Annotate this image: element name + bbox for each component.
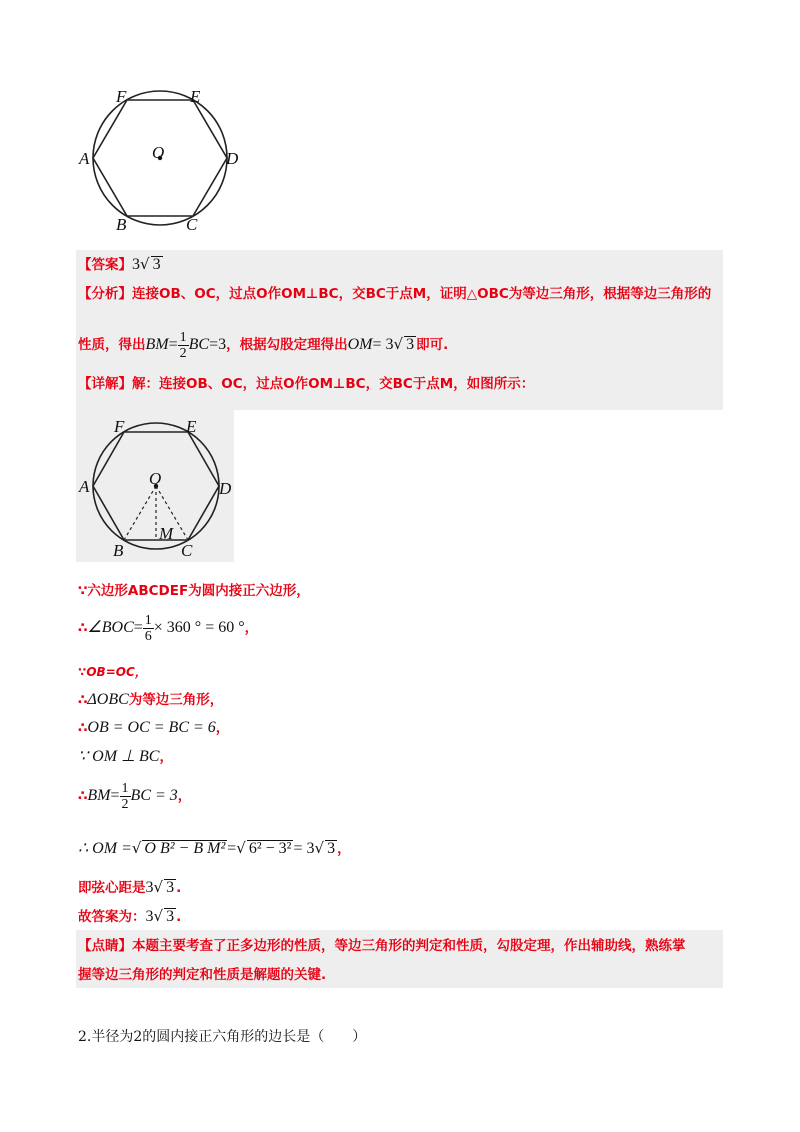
step-7: ∴BM= $\frac{1}{2}$ BC = 3， bbox=[78, 780, 192, 812]
comment-tag: 【点睛】 bbox=[78, 938, 132, 954]
detail-tag: 【详解】 bbox=[78, 376, 132, 392]
step-6: ∵ OM ⊥ BC， bbox=[78, 748, 173, 765]
label-O: O bbox=[152, 143, 165, 162]
step-4: ∴ΔOBC为等边三角形， bbox=[78, 691, 224, 708]
label-D: D bbox=[219, 479, 232, 498]
label-C: C bbox=[186, 215, 198, 234]
label-D: D bbox=[226, 149, 239, 168]
step-9: 即弦心距是3√ 3 . bbox=[78, 878, 182, 896]
step-8: ∴ OM =√ O B² − B M² =√ 6² − 3² = 3√ 3 ， bbox=[78, 839, 351, 857]
label-A: A bbox=[79, 477, 90, 496]
label-O: O bbox=[149, 469, 162, 488]
label-M: M bbox=[159, 524, 174, 543]
analysis-line-1: 【分析】连接OB、OC，过点O作OM⊥BC，交BC于点M，证明△OBC为等边三角形，根据等边三角形的 bbox=[78, 286, 712, 302]
question-2: 2.半径为2的圆内接正六角形的边长是（ ） bbox=[78, 1029, 367, 1045]
analysis-line-2: 性质，得出BM= $\frac{1}{2}$ BC=3，根据勾股定理得出OM= 3√ 3 即可. bbox=[78, 329, 449, 361]
label-E: E bbox=[186, 417, 197, 436]
comment-line-1: 【点睛】本题主要考查了正多边形的性质，等边三角形的判定和性质，勾股定理，作出辅助线，熟练掌 bbox=[78, 938, 686, 954]
step-1: ∵六边形ABCDEF为圆内接正六边形， bbox=[78, 583, 310, 599]
hexagon-figure-1 bbox=[76, 86, 246, 236]
step-2: ∴∠BOC= $\frac{1}{6}$ × 360 ° = 60 °， bbox=[78, 612, 259, 644]
label-F: F bbox=[114, 417, 125, 436]
label-A: A bbox=[79, 149, 90, 168]
comment-line-2: 握等边三角形的判定和性质是解题的关键. bbox=[78, 967, 327, 983]
answer-tag: 【答案】 bbox=[78, 257, 132, 273]
answer-line: 【答案】3√ 3 bbox=[78, 255, 161, 273]
hexagon-figure-2 bbox=[76, 412, 236, 562]
detail-intro: 【详解】解：连接OB、OC，过点O作OM⊥BC，交BC于点M，如图所示： bbox=[78, 376, 535, 392]
step-3: ∵OB=OC， bbox=[78, 665, 147, 679]
step-10: 故答案为：3√ 3 . bbox=[78, 907, 182, 925]
label-E: E bbox=[190, 87, 201, 106]
step-5: ∴OB = OC = BC = 6， bbox=[78, 719, 230, 736]
label-F: F bbox=[116, 87, 127, 106]
label-B: B bbox=[116, 215, 127, 234]
label-C: C bbox=[181, 541, 193, 560]
label-B: B bbox=[113, 541, 124, 560]
analysis-tag: 【分析】 bbox=[78, 286, 132, 302]
segment-OB bbox=[124, 486, 156, 540]
